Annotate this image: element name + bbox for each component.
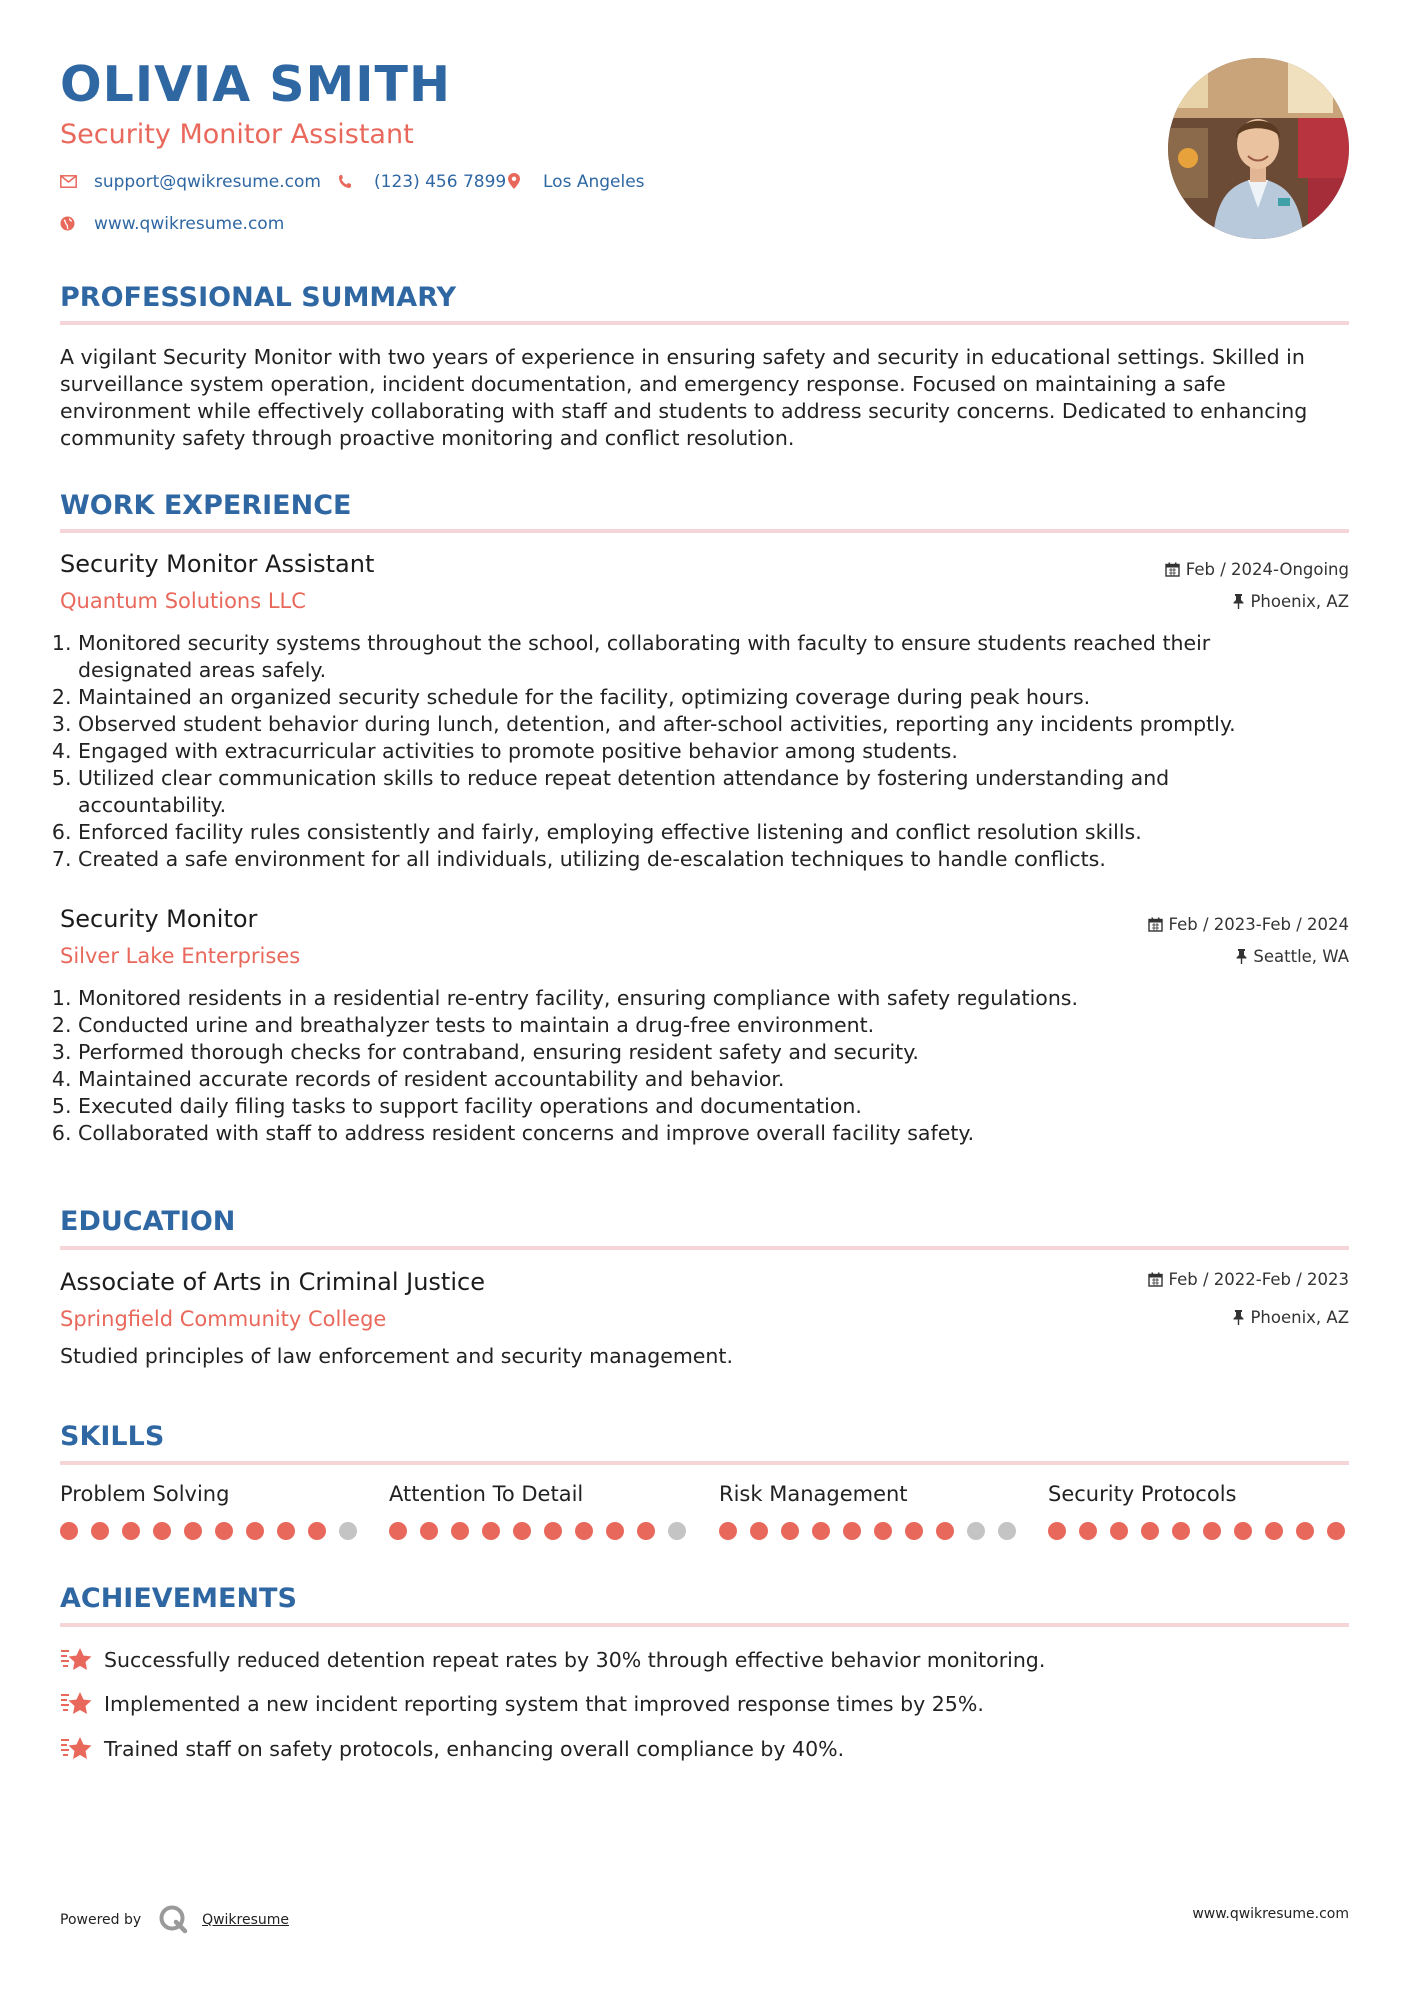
- phone-text: (123) 456 7899: [374, 172, 507, 192]
- skill-dot-filled: [277, 1522, 295, 1540]
- skill-dot-filled: [308, 1522, 326, 1540]
- skill-dot-empty: [668, 1522, 686, 1540]
- skill-dot-filled: [60, 1522, 78, 1540]
- list-item: 1. Monitored residents in a residential re-entry facility, ensuring compliance with safety regulations.: [78, 985, 1318, 1012]
- achievement-item: [60, 1737, 1349, 1767]
- skill-dot-filled: [936, 1522, 954, 1540]
- achievements-heading: ACHIEVEMENTS: [60, 1583, 297, 1614]
- phone-icon: [338, 174, 352, 189]
- education-divider: [60, 1246, 1349, 1250]
- skill-dot-filled: [719, 1522, 737, 1540]
- skill-dot-filled: [389, 1522, 407, 1540]
- list-item: 7. Created a safe environment for all individuals, utilizing de-escalation techniques to handle conflicts.: [78, 846, 1318, 873]
- education-description: Studied principles of law enforcement and security management.: [60, 1344, 733, 1368]
- skill-dot-filled: [843, 1522, 861, 1540]
- star-badge-icon: [60, 1689, 94, 1719]
- candidate-title: Security Monitor Assistant: [60, 119, 414, 150]
- skill-item: [389, 1482, 686, 1540]
- skill-name: Risk Management: [719, 1482, 908, 1506]
- calendar-icon: [1148, 1272, 1163, 1287]
- skill-rating: [1048, 1522, 1345, 1540]
- calendar-icon: [1148, 917, 1163, 932]
- skill-item: [1048, 1482, 1345, 1540]
- email-text: support@qwikresume.com: [94, 172, 321, 192]
- skill-dot-filled: [451, 1522, 469, 1540]
- skill-dot-filled: [122, 1522, 140, 1540]
- job-title: Security Monitor Assistant: [60, 550, 375, 578]
- achievements-divider: [60, 1623, 1349, 1627]
- job-location-text: Seattle, WA: [1253, 947, 1349, 966]
- skill-rating: [60, 1522, 357, 1540]
- pushpin-icon: [1233, 594, 1244, 609]
- list-item: 5. Utilized clear communication skills to reduce repeat detention attendance by fostering understanding and accountability.: [78, 765, 1318, 819]
- skills-heading: SKILLS: [60, 1421, 165, 1452]
- list-item: 2. Maintained an organized security schedule for the facility, optimizing coverage during peak hours.: [78, 684, 1318, 711]
- skill-dot-filled: [1296, 1522, 1314, 1540]
- powered-by-label: Powered by: [60, 1912, 142, 1928]
- achievement-text: Trained staff on safety protocols, enhancing overall compliance by 40%.: [104, 1737, 845, 1761]
- skill-dot-filled: [482, 1522, 500, 1540]
- qwikresume-logo-icon: [158, 1904, 188, 1934]
- website-text: www.qwikresume.com: [94, 214, 285, 234]
- skill-dot-filled: [420, 1522, 438, 1540]
- skill-dot-filled: [184, 1522, 202, 1540]
- list-item: 4. Maintained accurate records of resident accountability and behavior.: [78, 1066, 1318, 1093]
- skill-dot-filled: [1079, 1522, 1097, 1540]
- job-dates: [1148, 915, 1349, 934]
- candidate-name: OLIVIA SMITH: [60, 56, 451, 113]
- job-location: [1233, 592, 1349, 611]
- skill-dot-filled: [1048, 1522, 1066, 1540]
- skill-name: Attention To Detail: [389, 1482, 584, 1506]
- list-item: 3. Observed student behavior during lunch, detention, and after-school activities, reporting any incidents promptly.: [78, 711, 1318, 738]
- summary-heading: PROFESSIONAL SUMMARY: [60, 282, 457, 313]
- skill-item: [60, 1482, 357, 1540]
- list-item: 4. Engaged with extracurricular activities to promote positive behavior among students.: [78, 738, 1318, 765]
- skill-name: Problem Solving: [60, 1482, 230, 1506]
- list-item: 1. Monitored security systems throughout the school, collaborating with faculty to ensure students reached their designated areas safely.: [78, 630, 1318, 684]
- list-item: 5. Executed daily filing tasks to support facility operations and documentation.: [78, 1093, 1318, 1120]
- skill-dot-filled: [781, 1522, 799, 1540]
- skill-dot-filled: [513, 1522, 531, 1540]
- envelope-icon: [60, 175, 77, 188]
- achievement-text: Implemented a new incident reporting system that improved response times by 25%.: [104, 1692, 984, 1716]
- skill-dot-filled: [544, 1522, 562, 1540]
- list-item: 6. Enforced facility rules consistently and fairly, employing effective listening and conflict resolution skills.: [78, 819, 1318, 846]
- skill-dot-filled: [874, 1522, 892, 1540]
- calendar-icon: [1165, 562, 1180, 577]
- skill-dot-filled: [575, 1522, 593, 1540]
- job-dates-text: Feb / 2023-Feb / 2024: [1168, 915, 1349, 934]
- footer-powered-by: [60, 1904, 289, 1934]
- school-name: Springfield Community College: [60, 1307, 387, 1331]
- achievement-text: Successfully reduced detention repeat rates by 30% through effective behavior monitoring.: [104, 1648, 1046, 1672]
- experience-divider: [60, 529, 1349, 533]
- star-badge-icon: [60, 1645, 94, 1675]
- skill-dot-filled: [812, 1522, 830, 1540]
- job-company: Silver Lake Enterprises: [60, 944, 301, 968]
- summary-divider: [60, 321, 1349, 325]
- skill-dot-filled: [91, 1522, 109, 1540]
- skill-dot-filled: [606, 1522, 624, 1540]
- job-location-text: Phoenix, AZ: [1250, 592, 1349, 611]
- education-location: [1233, 1308, 1349, 1327]
- map-pin-icon: [508, 173, 520, 189]
- list-item: 2. Conducted urine and breathalyzer tests to maintain a drug-free environment.: [78, 1012, 1318, 1039]
- qwikresume-link[interactable]: Qwikresume: [202, 1912, 290, 1928]
- job-bullets: [60, 630, 1318, 873]
- location-text: Los Angeles: [543, 172, 645, 192]
- education-dates: [1148, 1270, 1349, 1289]
- skill-dot-filled: [750, 1522, 768, 1540]
- achievement-item: [60, 1648, 1349, 1678]
- education-dates-text: Feb / 2022-Feb / 2023: [1168, 1270, 1349, 1289]
- skill-dot-filled: [246, 1522, 264, 1540]
- achievement-item: [60, 1692, 1349, 1722]
- star-badge-icon: [60, 1734, 94, 1764]
- job-title: Security Monitor: [60, 905, 258, 933]
- job-company: Quantum Solutions LLC: [60, 589, 306, 613]
- list-item: 6. Collaborated with staff to address resident concerns and improve overall facility safety.: [78, 1120, 1318, 1147]
- skill-dot-filled: [153, 1522, 171, 1540]
- skill-rating: [719, 1522, 1016, 1540]
- job-dates: [1165, 560, 1349, 579]
- pushpin-icon: [1236, 949, 1247, 964]
- experience-heading: WORK EXPERIENCE: [60, 490, 352, 521]
- job-bullets: [60, 985, 1318, 1147]
- job-dates-text: Feb / 2024-Ongoing: [1185, 560, 1349, 579]
- profile-photo: [1168, 58, 1349, 239]
- skill-dot-filled: [1141, 1522, 1159, 1540]
- skills-divider: [60, 1461, 1349, 1465]
- skill-dot-filled: [1172, 1522, 1190, 1540]
- skill-dot-filled: [637, 1522, 655, 1540]
- skill-dot-filled: [1110, 1522, 1128, 1540]
- skill-dot-filled: [1327, 1522, 1345, 1540]
- skill-item: [719, 1482, 1016, 1540]
- footer-website[interactable]: www.qwikresume.com: [1192, 1906, 1349, 1922]
- skill-name: Security Protocols: [1048, 1482, 1237, 1506]
- skill-dot-filled: [1203, 1522, 1221, 1540]
- pushpin-icon: [1233, 1310, 1244, 1325]
- skill-rating: [389, 1522, 686, 1540]
- skill-dot-filled: [1234, 1522, 1252, 1540]
- globe-icon: [60, 216, 75, 231]
- skill-dot-empty: [967, 1522, 985, 1540]
- skill-dot-empty: [998, 1522, 1016, 1540]
- list-item: 3. Performed thorough checks for contraband, ensuring resident safety and security.: [78, 1039, 1318, 1066]
- skill-dot-filled: [215, 1522, 233, 1540]
- skill-dot-filled: [1265, 1522, 1283, 1540]
- education-heading: EDUCATION: [60, 1206, 236, 1237]
- job-location: [1236, 947, 1349, 966]
- degree-title: Associate of Arts in Criminal Justice: [60, 1268, 485, 1296]
- education-location-text: Phoenix, AZ: [1250, 1308, 1349, 1327]
- skill-dot-empty: [339, 1522, 357, 1540]
- summary-text: A vigilant Security Monitor with two years of experience in ensuring safety and security in educational settings. Skilled in surveillance system operation, incident documentation, and emergency response. Focused on maintaining a safe environment while effectively collaborating with staff and students to address security concerns. Dedicated to enhancing community safety through proactive monitoring and conflict resolution.: [60, 345, 1308, 450]
- skill-dot-filled: [905, 1522, 923, 1540]
